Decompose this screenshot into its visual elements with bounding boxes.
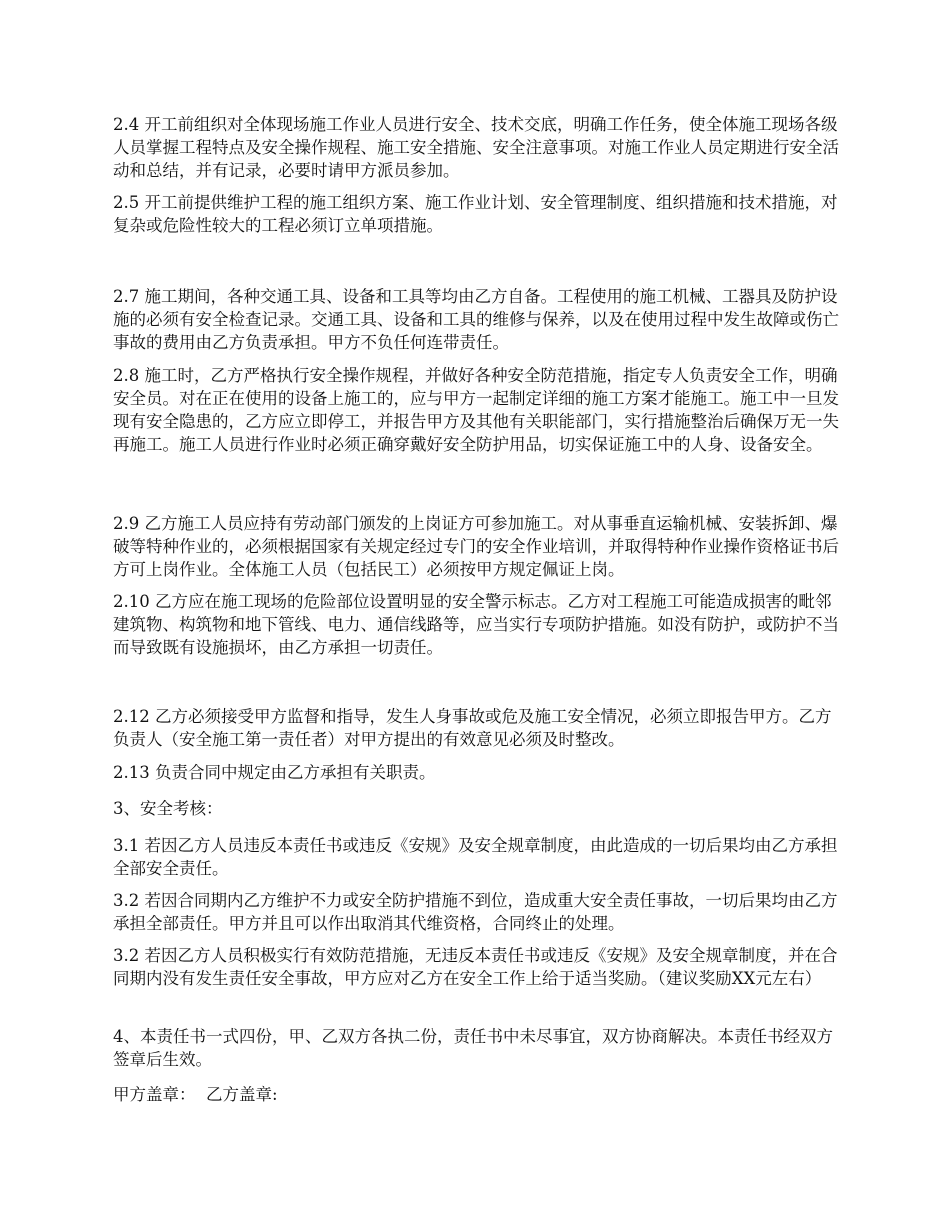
clause-2-10: 2.10 乙方应在施工现场的危险部位设置明显的安全警示标志。乙方对工程施工可能造成损害的毗邻建筑物、构筑物和地下管线、电力、通信线路等，应当实行专项防护措施。如没有防护，或防护不当而导致既有设施损坏，由乙方承担一切责任。 [113,592,839,657]
clause-2-12: 2.12 乙方必须接受甲方监督和指导，发生人身事故或危及施工安全情况，必须立即报告甲方。乙方负责人（安全施工第一责任者）对甲方提出的有效意见必须及时整改。 [113,707,832,749]
clause-3-2-a: 3.2 若因合同期内乙方维护不力或安全防护措施不到位，造成重大安全责任事故，一切后果均由乙方承担全部责任。甲方并且可以作出取消其代维资格，合同终止的处理。 [113,891,838,933]
clause-3-1: 3.1 若因乙方人员违反本责任书或违反《安规》及安全规章制度，由此造成的一切后果均由乙方承担全部安全责任。 [113,836,838,878]
clause-2-5: 2.5 开工前提供维护工程的施工组织方案、施工作业计划、安全管理制度、组织措施和技术措施，对复杂或危险性较大的工程必须订立单项措施。 [113,193,838,235]
clause-2-13: 2.13 负责合同中规定由乙方承担有关职责。 [113,763,436,782]
clause-2-4: 2.4 开工前组织对全体现场施工作业人员进行安全、技术交底，明确工作任务，使全体施工现场各级人员掌握工程特点及安全操作规程、施工安全措施、安全注意事项。对施工作业人员定期进行安全活动和总结，并有记录，必要时请甲方派员参加。 [113,115,839,180]
clause-2-8: 2.8 施工时，乙方严格执行安全操作规程，并做好各种安全防范措施，指定专人负责安全工作，明确安全员。对在正在使用的设备上施工的，应与甲方一起制定详细的施工方案才能施工。施工中一旦发现有安全隐患的，乙方应立即停工，并报告甲方及其他有关职能部门，实行措施整治后确保万无一失再施工。施工人员进行作业时必须正确穿戴好安全防护用品，切实保证施工中的人身、设备安全。 [113,366,839,454]
clause-2-9: 2.9 乙方施工人员应持有劳动部门颁发的上岗证方可参加施工。对从事垂直运输机械、安装拆卸、爆破等特种作业的，必须根据国家有关规定经过专门的安全作业培训，并取得特种作业操作资格证书后方可上岗作业。全体施工人员（包括民工）必须按甲方规定佩证上岗。 [113,514,839,579]
clause-2-7: 2.7 施工期间，各种交通工具、设备和工具等均由乙方自备。工程使用的施工机械、工器具及防护设施的必须有安全检查记录。交通工具、设备和工具的维修与保养，以及在使用过程中发生故障或伤亡事故的费用由乙方负责承担。甲方不负任何连带责任。 [113,287,839,352]
section-3-heading: 3、安全考核： [113,799,223,818]
signature-line: 甲方盖章： 乙方盖章: [113,1085,278,1104]
clause-3-2-b: 3.2 若因乙方人员积极实行有效防范措施，无违反本责任书或违反《安规》及安全规章制度，并在合同期内没有发生责任安全事故，甲方应对乙方在安全工作上给于适当奖励。（建议奖励XX元左右） [113,946,838,988]
section-4-text: 4、本责任书一式四份，甲、乙双方各执二份，责任书中未尽事宜，双方协商解决。本责任书经双方签章后生效。 [113,1027,833,1069]
